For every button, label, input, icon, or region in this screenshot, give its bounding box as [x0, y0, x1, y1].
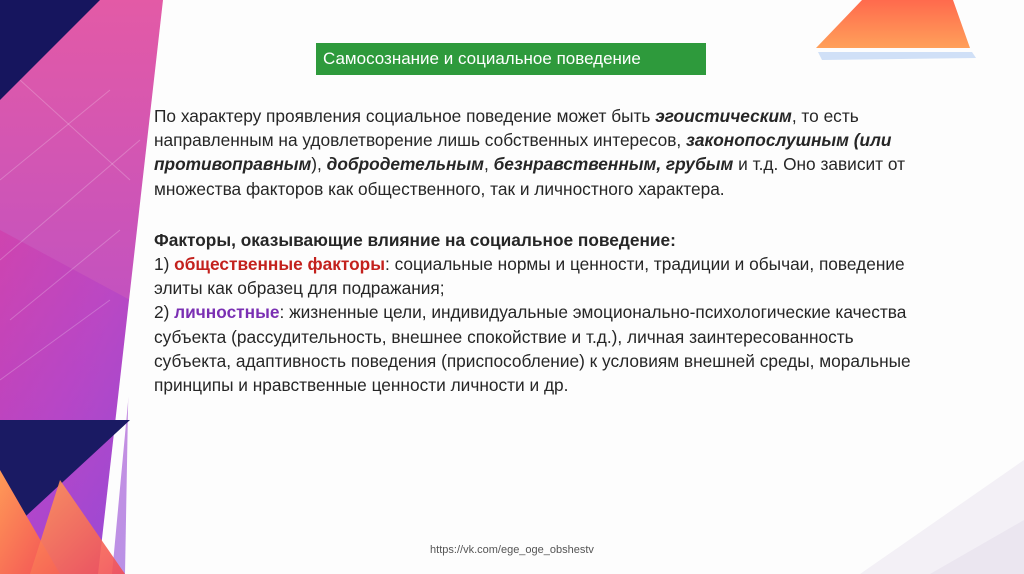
factor-2-text: : жизненные цели, индивидуальные эмоционально-психологические качества субъекта (рассудительность, внешнее спокойствие и т.д.), личная заинтересованность субъекта, адаптивность поведения (приспособление) к условиям внешней среды, моральные принципы и нравственные ценности личности и др.: [154, 302, 911, 396]
slide-content: [154, 104, 914, 397]
factor-item-personal: [154, 300, 914, 397]
footer-link[interactable]: https://vk.com/ege_oge_obshestv: [430, 544, 594, 556]
intro-text-5: и т.д. Оно зависит от множества факторов как общественного, так и личностного характера.: [154, 154, 905, 199]
factor-1-text: : социальные нормы и ценности, традиции и обычаи, поведение элиты как образец для подражания;: [154, 254, 905, 299]
factors-heading: Факторы, оказывающие влияние на социальное поведение:: [154, 229, 676, 250]
term-lawful: законопослушным (или противоправным: [154, 130, 892, 175]
factor-2-number: 2): [154, 302, 175, 323]
factor-item-social: [154, 252, 914, 300]
orange-trapezoid-top-right: [816, 0, 970, 48]
term-immoral: безнравственным, грубым: [493, 154, 734, 175]
intro-paragraph: [154, 104, 914, 201]
factor-1-label: общественные факторы: [174, 254, 385, 275]
factor-2-label: личностные: [174, 302, 280, 323]
factor-1-number: 1): [154, 254, 175, 275]
intro-text-4: ,: [483, 154, 494, 175]
intro-text-1: По характеру проявления социальное поведение может быть: [154, 106, 656, 126]
intro-text-2: , то есть направленным на удовлетворение лишь собственных интересов,: [154, 106, 859, 151]
intro-text-3: ),: [311, 154, 327, 175]
blue-shadow-bar: [818, 52, 976, 60]
term-virtuous: добродетельным: [326, 154, 484, 175]
slide-title: Самосознание и социальное поведение: [316, 43, 706, 75]
term-egoistic: эгоистическим: [655, 106, 792, 126]
